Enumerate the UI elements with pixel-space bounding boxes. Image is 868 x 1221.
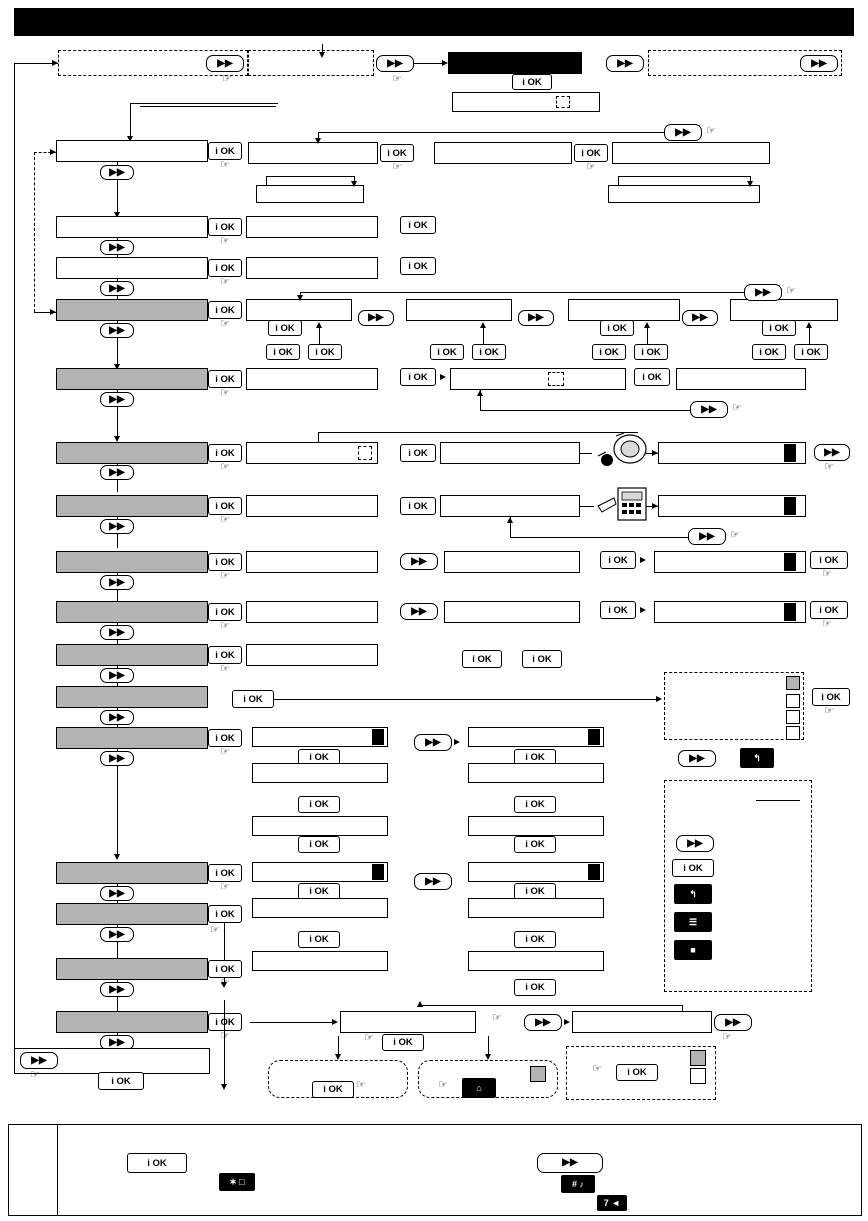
next-key-row12-b[interactable]: ▶▶ — [414, 734, 452, 751]
ok-key-row10-b[interactable]: i OK — [522, 650, 562, 668]
next-key-row-6[interactable]: ▶▶ — [100, 465, 134, 480]
next-key-row-1[interactable]: ▶▶ — [100, 165, 134, 180]
ok-key-row-7[interactable]: i OK — [208, 497, 242, 515]
ok-key-row3-a[interactable]: i OK — [400, 257, 436, 275]
arrow-top-x — [319, 52, 325, 58]
ok-key-row4-b2[interactable]: i OK — [472, 344, 506, 360]
row12-a-marker-1 — [372, 729, 384, 745]
row7-return-arrow — [507, 517, 513, 523]
menu-row-12[interactable] — [56, 727, 208, 749]
arrow-exit-v — [221, 1084, 227, 1090]
ok-key-row-12[interactable]: i OK — [208, 729, 242, 747]
conn-row9-next — [117, 623, 118, 625]
conn-row11-panel — [274, 699, 660, 700]
menu-row-4[interactable] — [56, 299, 208, 321]
option-swatch-3[interactable] — [786, 710, 800, 724]
ok-key-row4-d2[interactable]: i OK — [794, 344, 828, 360]
ok-key-row-6[interactable]: i OK — [208, 444, 242, 462]
ok-key-row4-d[interactable]: i OK — [762, 320, 796, 336]
legend-key-back[interactable]: ↰ — [674, 884, 712, 904]
next-key-row-15[interactable]: ▶▶ — [100, 982, 134, 997]
keypad-illustration — [596, 484, 650, 524]
ok-key-row1-a[interactable]: i OK — [380, 144, 414, 162]
conn-row5-next — [117, 390, 118, 392]
row5-step-a — [246, 368, 378, 390]
row6-top-v — [318, 432, 319, 442]
row1-loop-box-b — [608, 185, 760, 203]
ok-key-row12-b-3[interactable]: i OK — [514, 836, 556, 853]
row13-a-box-1 — [252, 862, 388, 882]
conn-row5-row6 — [117, 407, 118, 439]
next-key-row4-b[interactable]: ▶▶ — [518, 310, 554, 326]
next-key-top-2[interactable]: ▶▶ — [376, 55, 414, 72]
ok-key-row-11[interactable]: i OK — [232, 690, 274, 708]
ok-key-opt-1[interactable]: i OK — [312, 1081, 354, 1098]
ok-key-row-8[interactable]: i OK — [208, 553, 242, 571]
next-key-row13-b[interactable]: ▶▶ — [414, 873, 452, 890]
hand-icon-row-14: ☞ — [210, 924, 220, 936]
legend-ok-key[interactable]: i OK — [127, 1153, 187, 1173]
ok-key-row13-b-2[interactable]: i OK — [514, 931, 556, 948]
ok-key-row2-a[interactable]: i OK — [400, 216, 436, 234]
menu-row-16[interactable] — [56, 1011, 208, 1033]
row4-return-h — [300, 292, 744, 293]
row1-step-b — [434, 142, 572, 164]
arrow-opt-2 — [485, 1054, 491, 1060]
conn-row1-row2 — [117, 180, 118, 216]
hand-icon-row-13: ☞ — [220, 881, 230, 893]
conn-row13-next — [117, 884, 118, 886]
ok-key-row4-a2[interactable]: i OK — [308, 344, 342, 360]
header-bar — [14, 8, 854, 36]
next-key-top-1[interactable]: ▶▶ — [206, 55, 244, 72]
ok-key-row-4[interactable]: i OK — [208, 301, 242, 319]
row5-step-b-cursor — [548, 372, 564, 386]
menu-row-9[interactable] — [56, 601, 208, 623]
row4-step-a — [246, 299, 352, 321]
row8-step-c-marker — [784, 553, 796, 571]
conn-row16-top-return-v — [682, 1005, 683, 1011]
conn-row1-next — [117, 162, 118, 165]
menu-row-1[interactable] — [56, 140, 208, 162]
ok-key-row-9[interactable]: i OK — [208, 603, 242, 621]
hand-icon-row7-return: ☞ — [730, 529, 740, 541]
ok-key-row1-b[interactable]: i OK — [574, 144, 608, 162]
conn-row14-next — [117, 925, 118, 927]
ok-key-row-15[interactable]: i OK — [208, 960, 242, 978]
row1-loop-arrow-a — [351, 181, 357, 187]
legend-block — [8, 1124, 862, 1216]
row13-b-marker-1 — [588, 864, 600, 880]
menu-row-2[interactable] — [56, 216, 208, 238]
next-key-exit[interactable]: ▶▶ — [20, 1052, 58, 1069]
row1-step-c — [612, 142, 770, 164]
conn-row8-next — [117, 573, 118, 575]
conn-row14-row15 — [117, 942, 118, 958]
next-key-top-4[interactable]: ▶▶ — [800, 55, 838, 72]
menu-row-6[interactable] — [56, 442, 208, 464]
hand-icon-top-2: ☞ — [392, 73, 402, 85]
row1-loop-arc-b — [618, 176, 750, 177]
next-key-row4-return[interactable]: ▶▶ — [744, 284, 782, 301]
ok-key-exit[interactable]: i OK — [98, 1072, 144, 1090]
hand-icon-row-7: ☞ — [220, 514, 230, 526]
hand-icon-row1-return: ☞ — [706, 125, 716, 137]
conn-row6-b-bell — [580, 453, 592, 454]
row3-step-a — [246, 257, 378, 279]
row7-step-b — [440, 495, 580, 517]
ok-key-row4-d1[interactable]: i OK — [752, 344, 786, 360]
row4-return-arrow — [297, 295, 303, 301]
next-key-row16-b[interactable]: ▶▶ — [524, 1014, 562, 1031]
ok-key-row12-a-2[interactable]: i OK — [298, 796, 340, 813]
conn-row16-top-return — [420, 1005, 682, 1006]
legend-key-menu[interactable]: ☰ — [674, 912, 712, 932]
top-black-display — [448, 52, 582, 74]
hand-icon-row-10: ☞ — [220, 663, 230, 675]
row9-step-b — [444, 601, 580, 623]
next-key-row1-return[interactable]: ▶▶ — [664, 124, 702, 141]
row13-a-box-3 — [252, 951, 388, 971]
next-key-row8-a[interactable]: ▶▶ — [400, 553, 438, 570]
conn-exit-v — [224, 1000, 225, 1088]
hand-icon-row-5: ☞ — [220, 387, 230, 399]
next-key-row9-a[interactable]: ▶▶ — [400, 603, 438, 620]
next-key-row4-a[interactable]: ▶▶ — [358, 310, 394, 326]
hand-icon-options-panel: ☞ — [824, 705, 834, 717]
hand-icon-row-3: ☞ — [220, 276, 230, 288]
next-key-row4-c[interactable]: ▶▶ — [682, 310, 718, 326]
ok-key-row-2[interactable]: i OK — [208, 218, 242, 236]
arrow-top-1 — [442, 60, 448, 66]
hand-icon-row-4: ☞ — [220, 318, 230, 330]
ok-key-row9-end[interactable]: i OK — [810, 601, 848, 619]
ok-key-row4-a1[interactable]: i OK — [266, 344, 300, 360]
row1-loop-arc-b-l — [618, 176, 619, 185]
row12-b-box-1 — [468, 727, 604, 747]
row5-step-c — [676, 368, 806, 390]
arrow-row6-c — [652, 450, 658, 456]
legend-divider — [57, 1125, 58, 1215]
legend-key-next[interactable]: ▶▶ — [676, 835, 714, 852]
row13-b-box-1 — [468, 862, 604, 882]
row1-loop-box-a — [256, 185, 364, 203]
hand-icon-row4-return: ☞ — [786, 285, 796, 297]
row6-step-a-cursor — [358, 446, 372, 460]
conn-row12-row13 — [117, 766, 118, 858]
option-swatch-2[interactable] — [786, 694, 800, 708]
hand-icon-row9-end: ☞ — [822, 618, 832, 630]
next-key-row5-return[interactable]: ▶▶ — [690, 401, 728, 418]
conn-row4-up-c — [647, 326, 648, 344]
menu-row-8[interactable] — [56, 551, 208, 573]
ok-key-row12-a-1[interactable]: i OK — [298, 749, 340, 766]
legend-key-ok[interactable]: i OK — [672, 859, 714, 877]
arrow-row12-b — [454, 739, 460, 745]
spine-left-outer — [14, 63, 15, 1058]
conn-row15-next — [117, 980, 118, 982]
ok-key-row4-c1[interactable]: i OK — [592, 344, 626, 360]
next-key-row-5[interactable]: ▶▶ — [100, 392, 134, 407]
conn-row4-up-a — [319, 326, 320, 344]
menu-key-opt-2[interactable]: ⌂ — [462, 1078, 496, 1098]
row9-step-a — [246, 601, 378, 623]
row12-b-box-2 — [468, 763, 604, 783]
hand-icon-row16-a: ☞ — [364, 1032, 374, 1044]
row12-a-box-2 — [252, 763, 388, 783]
hand-icon-opt-2: ☞ — [438, 1079, 448, 1091]
hand-icon-row-9: ☞ — [220, 620, 230, 632]
ok-key-opt-3[interactable]: i OK — [616, 1064, 658, 1081]
ok-key-row8-end[interactable]: i OK — [810, 551, 848, 569]
ok-key-row4-c[interactable]: i OK — [600, 320, 634, 336]
hand-icon-row16-b: ☞ — [492, 1012, 502, 1024]
next-key-row-14[interactable]: ▶▶ — [100, 927, 134, 942]
hand-icon-opt-3: ☞ — [592, 1063, 602, 1075]
row7-return-h — [510, 537, 688, 538]
ok-key-row4-c2[interactable]: i OK — [634, 344, 668, 360]
row4-step-c — [568, 299, 680, 321]
ok-key-row-10[interactable]: i OK — [208, 646, 242, 664]
arrow-row8-c — [640, 557, 646, 563]
ok-key-row6-a[interactable]: i OK — [400, 444, 436, 462]
row1-loop-arrow-b — [747, 181, 753, 187]
conn-row7-row8 — [117, 534, 118, 548]
row12-b-marker-1 — [588, 729, 600, 745]
menu-row-3[interactable] — [56, 257, 208, 279]
top-sub-box — [452, 92, 600, 112]
row2-step-a — [246, 216, 378, 238]
conn-top-1 — [414, 63, 444, 64]
arrow-opt-1 — [335, 1054, 341, 1060]
row13-b-box-2 — [468, 898, 604, 918]
row5-return-arrow — [477, 390, 483, 396]
next-key-row-12[interactable]: ▶▶ — [100, 751, 134, 766]
ok-key-row13-b-3[interactable]: i OK — [514, 979, 556, 996]
ok-key-row13-a-1[interactable]: i OK — [298, 883, 340, 900]
next-key-row16-c[interactable]: ▶▶ — [714, 1014, 752, 1031]
hand-icon-opt-1: ☞ — [356, 1079, 366, 1091]
row4-step-d — [730, 299, 838, 321]
bell-illustration — [594, 432, 650, 470]
row4-step-b — [406, 299, 512, 321]
row8-step-b — [444, 551, 580, 573]
option-swatch-4[interactable] — [786, 726, 800, 740]
conn-row7-b-keypad — [580, 506, 594, 507]
row1-return-h — [318, 132, 664, 133]
menu-row-10[interactable] — [56, 644, 208, 666]
ok-key-row12-a-3[interactable]: i OK — [298, 836, 340, 853]
ok-key-row9-b[interactable]: i OK — [600, 601, 636, 619]
row13-a-marker-1 — [372, 864, 384, 880]
hand-icon-row-6: ☞ — [220, 461, 230, 473]
ok-key-row-5[interactable]: i OK — [208, 370, 242, 388]
opt-3-swatch-1[interactable] — [690, 1050, 706, 1066]
arrow-row12-row13 — [114, 854, 120, 860]
hand-icon-top-1: ☞ — [222, 73, 232, 85]
next-key-row-2[interactable]: ▶▶ — [100, 240, 134, 255]
conn-row4-next — [117, 321, 118, 323]
arrow-row16-b — [564, 1019, 570, 1025]
menu-row-14[interactable] — [56, 903, 208, 925]
row10-step-a — [246, 644, 378, 666]
ok-key-row-14[interactable]: i OK — [208, 905, 242, 923]
ok-key-row5-b[interactable]: i OK — [634, 368, 670, 386]
row6-step-c-marker — [784, 444, 796, 462]
hand-icon-row5-return: ☞ — [732, 402, 742, 414]
menu-row-5[interactable] — [56, 368, 208, 390]
ok-key-row16-a[interactable]: i OK — [382, 1034, 424, 1051]
top-dashed-box-2 — [248, 50, 374, 76]
next-key-row7-return[interactable]: ▶▶ — [688, 528, 726, 545]
hand-icon-row1-b: ☞ — [586, 161, 596, 173]
ok-key-row5-a[interactable]: i OK — [400, 368, 436, 386]
next-key-row-3[interactable]: ▶▶ — [100, 281, 134, 296]
row1-loop-arc-a-l — [266, 176, 267, 185]
row12-a-box-1 — [252, 727, 388, 747]
ok-key-row-3[interactable]: i OK — [208, 259, 242, 277]
conn-row6-next — [117, 464, 118, 465]
next-key-legend-top[interactable]: ▶▶ — [678, 750, 716, 767]
next-key-row-16[interactable]: ▶▶ — [100, 1035, 134, 1050]
row13-b-box-3 — [468, 951, 604, 971]
spine-dashed-left — [34, 152, 35, 312]
hand-icon-row-1: ☞ — [220, 159, 230, 171]
row1-step-a — [248, 142, 378, 164]
legend-seven-key[interactable]: 7 ◄ — [597, 1195, 627, 1211]
key-legend-rule — [756, 800, 800, 801]
row7-step-c-marker — [784, 497, 796, 515]
conn-row7-next — [117, 517, 118, 519]
next-key-row-9[interactable]: ▶▶ — [100, 625, 134, 640]
menu-row-15[interactable] — [56, 958, 208, 980]
conn-row4-up-d — [809, 326, 810, 344]
next-key-row-10[interactable]: ▶▶ — [100, 668, 134, 683]
ok-key-top[interactable]: i OK — [512, 74, 552, 90]
conn-row16-next — [117, 1033, 118, 1035]
row16-step-a — [340, 1011, 476, 1033]
row6-step-b — [440, 442, 580, 464]
next-key-row-11[interactable]: ▶▶ — [100, 710, 134, 725]
hand-icon-row16-c: ☞ — [722, 1031, 732, 1043]
hand-icon-row8-end: ☞ — [822, 568, 832, 580]
ok-key-row4-b1[interactable]: i OK — [430, 344, 464, 360]
hand-icon-row-16: ☞ — [220, 1030, 230, 1042]
opt-3-swatch-2[interactable] — [690, 1068, 706, 1084]
hand-icon-row-2: ☞ — [220, 235, 230, 247]
row12-b-box-3 — [468, 816, 604, 836]
menu-row-7[interactable] — [56, 495, 208, 517]
hand-icon-row-8: ☞ — [220, 570, 230, 582]
hand-icon-row-15: ☞ — [220, 977, 230, 989]
arrow-row11-panel — [656, 696, 662, 702]
arrow-left-top — [52, 60, 58, 66]
conn-row15-row16 — [117, 997, 118, 1011]
conn-row3-next — [117, 279, 118, 281]
ok-key-row4-a[interactable]: i OK — [268, 320, 302, 336]
opt-2-swatch[interactable] — [530, 1066, 546, 1082]
row9-step-c-marker — [784, 603, 796, 621]
options-panel — [664, 672, 804, 740]
arrow-row5-a — [440, 374, 446, 380]
conn-row16-chain — [250, 1022, 336, 1023]
conn-into-row1 — [130, 103, 131, 140]
ok-key-options-panel[interactable]: i OK — [812, 688, 850, 706]
conn-row11-next — [117, 708, 118, 710]
hand-icon-row-12: ☞ — [220, 746, 230, 758]
conn-row6-row7 — [117, 480, 118, 492]
ok-key-row-1[interactable]: i OK — [208, 142, 242, 160]
next-key-row-4[interactable]: ▶▶ — [100, 323, 134, 338]
ok-key-row8-b[interactable]: i OK — [600, 551, 636, 569]
row1-loop-arc-a — [266, 176, 354, 177]
row1-top-h — [140, 106, 276, 107]
row6-top-h — [318, 432, 638, 433]
arrow-row9-c — [640, 607, 646, 613]
next-key-row6-end[interactable]: ▶▶ — [814, 444, 850, 461]
ok-key-row-13[interactable]: i OK — [208, 864, 242, 882]
ok-key-row12-b-1[interactable]: i OK — [514, 749, 556, 766]
legend-next-key[interactable]: ▶▶ — [537, 1153, 603, 1173]
hand-icon-row6-end: ☞ — [824, 461, 834, 473]
conn-row2-next — [117, 238, 118, 240]
legend-star-key[interactable]: ✶ □ — [219, 1173, 255, 1191]
arrow-row16-chain — [332, 1019, 338, 1025]
hand-icon-exit: ☞ — [30, 1069, 40, 1081]
ok-key-row10-a[interactable]: i OK — [462, 650, 502, 668]
conn-row4-up-b — [483, 326, 484, 344]
arrow-row7-c — [652, 503, 658, 509]
menu-row-11[interactable] — [56, 686, 208, 708]
ok-key-row-16[interactable]: i OK — [208, 1013, 242, 1031]
menu-row-13[interactable] — [56, 862, 208, 884]
row8-step-a — [246, 551, 378, 573]
conn-into-row1-h — [130, 103, 278, 104]
row12-a-box-3 — [252, 816, 388, 836]
row5-return-h — [480, 410, 690, 411]
hand-icon-row1-a: ☞ — [392, 161, 402, 173]
next-key-row-7[interactable]: ▶▶ — [100, 519, 134, 534]
row13-a-box-2 — [252, 898, 388, 918]
top-sub-box-cursor — [556, 96, 570, 108]
arrow-row16-return — [417, 1001, 423, 1007]
next-key-row-8[interactable]: ▶▶ — [100, 575, 134, 590]
ok-key-row13-a-2[interactable]: i OK — [298, 931, 340, 948]
row7-step-a — [246, 495, 378, 517]
option-swatch-1[interactable] — [786, 676, 800, 690]
conn-row12-next — [117, 749, 118, 751]
conn-row10-next — [117, 666, 118, 668]
ok-key-row13-b-1[interactable]: i OK — [514, 883, 556, 900]
legend-key-lock[interactable]: ■ — [674, 940, 712, 960]
next-key-row-13[interactable]: ▶▶ — [100, 886, 134, 901]
row5-step-b — [450, 368, 626, 390]
next-key-top-3[interactable]: ▶▶ — [606, 55, 644, 72]
back-key-legend-top[interactable]: ↰ — [740, 748, 774, 768]
ok-key-row12-b-2[interactable]: i OK — [514, 796, 556, 813]
row16-step-b — [572, 1011, 712, 1033]
row1-return-arrow — [315, 138, 321, 144]
ok-key-row7-a[interactable]: i OK — [400, 497, 436, 515]
legend-hash-key[interactable]: # ♪ — [561, 1175, 595, 1193]
